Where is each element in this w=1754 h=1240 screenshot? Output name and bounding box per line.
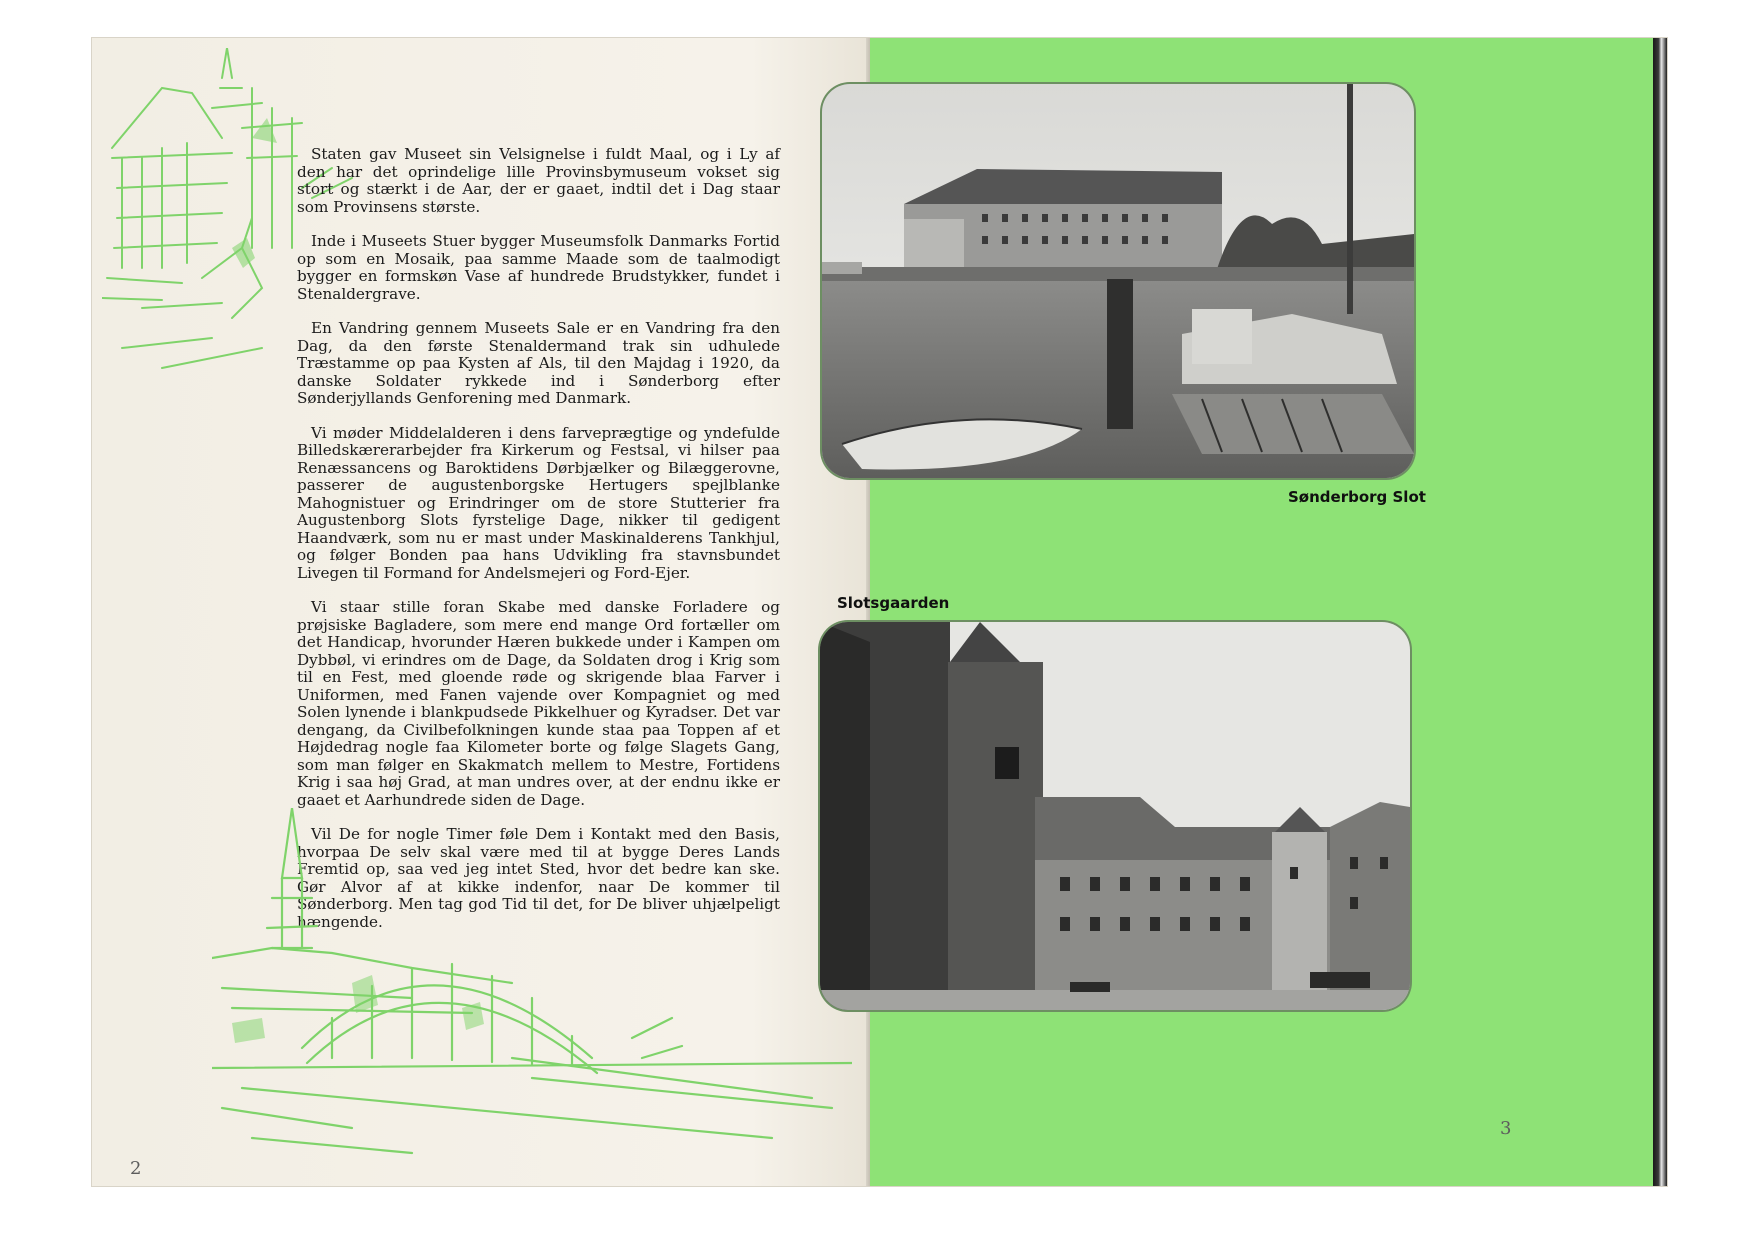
left-page: [92, 38, 866, 1186]
bridge-church-sketch-illustration: [212, 808, 852, 1158]
paragraph-6: Vil De for nogle Timer føle Dem i Kontakt med den Basis, hvorpaa De selv skal være med til at bygge Deres Lands Fremtid op, saa ved jeg intet Sted, hvor det bedre kan ske. Gør Alvor af at kikke indenfor, naar De kommer til Sønderborg. Men tag god Tid til det, for De bliver uhjælpeligt hængende.: [297, 825, 780, 931]
paragraph-5: Vi staar stille foran Skabe med danske Forladere og prøjsiske Bagladere, som mere end mange Ord fortæller om det Handicap, hvorunder Hæren bukkede under i Kampen om Dybbøl, vi erindres om de Dage, da Soldaten drog i Krig som til en Fest, med gloende røde og skrigende blaa Farver i Uniformen, med Fanen vajende over Kompagniet og med Solen lynende i blankpudsede Pikkelhuer og Kyradser. Det var dengang, da Civilbefolkningen kunde staa paa Toppen af et Højdedrag nogle faa Kilometer borte og følge Slagets Gang, som man følger en Skakmatch mellem to Mestre, Fortidens Krig i saa høj Grad, at man undres over, at der endnu ikke er gaaet et Aarhundrede siden de Dage.: [297, 598, 780, 809]
paragraph-2: Inde i Museets Stuer bygger Museumsfolk Danmarks Fortid op som en Mosaik, paa samme Maade som de taalmodigt bygger en formskøn Vase af hundrede Brudstykker, fundet i Stenaldergrave.: [297, 232, 780, 303]
page-edge: [1653, 38, 1667, 1186]
caption-slotsgaarden: Slotsgaarden: [837, 594, 950, 612]
photo-sonderborg-slot: [822, 84, 1414, 478]
page-number-right: 3: [1500, 1118, 1512, 1139]
photo-slotsgaarden: [820, 622, 1410, 1010]
paragraph-4: Vi møder Middelalderen i dens farveprægtige og yndefulde Billedskærerarbejder fra Kirkerum og Festsal, vi hilser paa Renæssancens og Baroktidens Dørbjælker og Bilæggerovne, passerer de augustenborgske Hertugers spejlblanke Mahognistuer og Erindringer om de store Stutterier fra Augustenborg Slots fyrstelige Dage, nikker til gedigent Haandværk, som nu er mast under Maskinalderens Tankhjul, og følger Bonden paa hans Udvikling fra stavnsbundet Livegen til Formand for Andelsmejeri og Ford-Ejer.: [297, 423, 780, 582]
caption-sonderborg-slot: Sønderborg Slot: [1288, 488, 1426, 506]
paragraph-1: Staten gav Museet sin Velsignelse i fuldt Maal, og i Ly af den har det oprindelige lille Provinsbymuseum vokset sig stort og stærkt i de Aar, der er gaaet, indtil det i Dag staar som Provinsens største.: [297, 145, 780, 216]
page-number-left: 2: [130, 1158, 142, 1179]
paragraph-3: En Vandring gennem Museets Sale er en Vandring fra den Dag, da den første Stenaldermand trak sin udhulede Træstamme op paa Kysten af Als, til den Majdag i 1920, da danske Soldater rykkede ind i Sønderborg efter Sønderjyllands Genforening med Danmark.: [297, 319, 780, 407]
